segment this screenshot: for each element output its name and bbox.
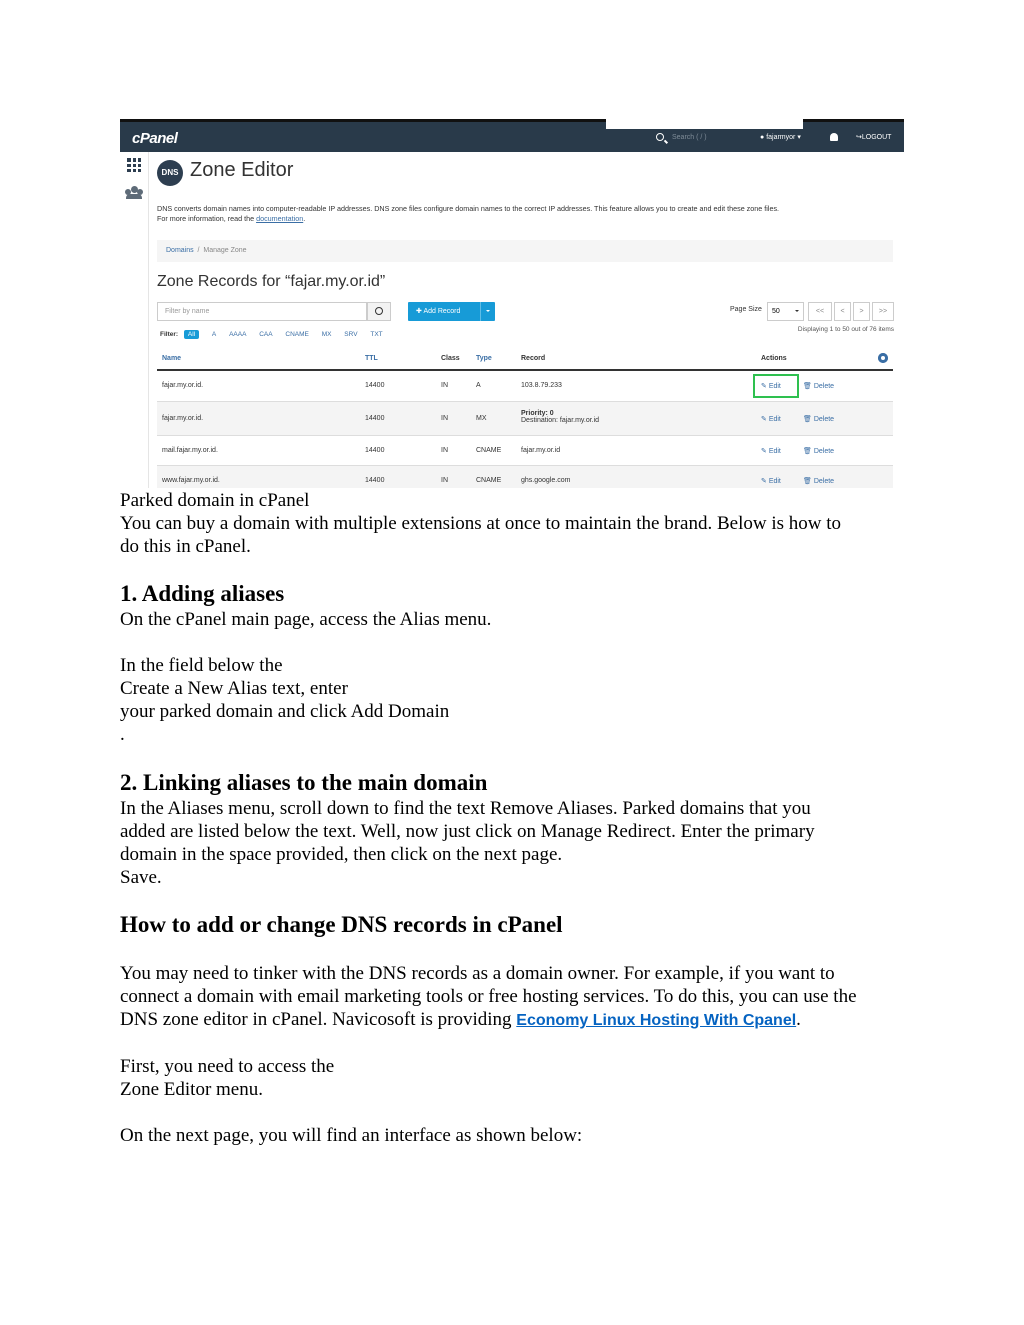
- paragraph-line: In the field below the: [120, 655, 283, 676]
- cell-type: A: [476, 382, 481, 389]
- paragraph-text: .: [796, 1009, 801, 1030]
- delete-button[interactable]: 🗑 Delete: [803, 478, 835, 485]
- cpanel-logo: cPanel: [132, 130, 178, 147]
- cell-type: CNAME: [476, 477, 502, 484]
- table-row: [157, 466, 893, 488]
- col-record: Record: [521, 355, 546, 362]
- pager-next[interactable]: >: [853, 302, 870, 321]
- edit-button[interactable]: ✎ Edit: [761, 383, 781, 390]
- paragraph-line: connect a domain with email marketing tools or free hosting services. To do this, you can use the: [120, 986, 857, 1007]
- type-filter: [160, 330, 394, 339]
- cell-ttl: 14400: [365, 382, 385, 389]
- col-type[interactable]: Type: [476, 355, 492, 362]
- paragraph-line: added are listed below the text. Well, now just click on Manage Redirect. Enter the primary: [120, 821, 815, 842]
- edit-label: Edit: [768, 383, 781, 390]
- table-row: [157, 402, 893, 436]
- cell-class: IN: [441, 447, 448, 454]
- pager-last[interactable]: >>: [872, 302, 894, 321]
- paragraph-line: .: [120, 724, 125, 745]
- search-input[interactable]: [656, 130, 748, 146]
- delete-button[interactable]: 🗑 Delete: [803, 416, 835, 423]
- col-actions: Actions: [761, 355, 787, 362]
- users-icon[interactable]: [125, 186, 143, 198]
- paragraph-line: [120, 1008, 801, 1032]
- record-destination: Destination: fajar.my.or.id: [521, 417, 600, 424]
- user-menu[interactable]: ● fajarmyor ▾: [760, 134, 801, 141]
- cpanel-top-bar: [120, 119, 904, 152]
- zone-records-title: Zone Records for “fajar.my.or.id”: [157, 273, 386, 290]
- delete-button[interactable]: 🗑 Delete: [803, 383, 835, 390]
- cell-name: fajar.my.or.id.: [162, 382, 204, 389]
- add-record-dropdown[interactable]: [480, 302, 495, 321]
- username: fajarmyor: [766, 134, 796, 141]
- filter-search-button[interactable]: [367, 302, 391, 321]
- col-name[interactable]: Name: [162, 355, 182, 362]
- search-icon: [656, 133, 664, 141]
- filter-txt[interactable]: TXT: [370, 331, 383, 338]
- economy-hosting-link[interactable]: Economy Linux Hosting With Cpanel: [516, 1012, 797, 1029]
- edit-button[interactable]: ✎ Edit: [761, 416, 781, 423]
- paragraph-line: your parked domain and click Add Domain: [120, 701, 450, 722]
- paragraph-line: First, you need to access the: [120, 1056, 335, 1077]
- breadcrumb-separator: /: [197, 247, 200, 254]
- heading-linking-aliases: 2. Linking aliases to the main domain: [120, 770, 488, 795]
- cell-type: CNAME: [476, 447, 502, 454]
- table-row: [157, 436, 893, 466]
- filter-srv[interactable]: SRV: [344, 331, 358, 338]
- paragraph-parked-domain: Parked domain in cPanel: [120, 490, 310, 511]
- table-header: [157, 349, 893, 371]
- pager-first[interactable]: <<: [808, 302, 832, 321]
- pager-prev[interactable]: <: [834, 302, 851, 321]
- edit-button[interactable]: ✎ Edit: [761, 478, 781, 485]
- breadcrumb: [157, 240, 893, 262]
- edit-label: Edit: [768, 448, 781, 455]
- breadcrumb-domains[interactable]: Domains: [166, 247, 194, 254]
- gear-icon[interactable]: [878, 353, 888, 363]
- paragraph-line: do this in cPanel.: [120, 536, 251, 557]
- displaying-count: Displaying 1 to 50 out of 76 items: [797, 326, 894, 333]
- paragraph-line: Zone Editor menu.: [120, 1079, 263, 1100]
- search-placeholder: Search ( / ): [672, 134, 707, 141]
- cell-class: IN: [441, 382, 448, 389]
- delete-label: Delete: [813, 416, 835, 423]
- logout-button[interactable]: ↪LOGOUT: [856, 134, 892, 141]
- cell-record: ghs.google.com: [521, 477, 571, 484]
- description-line-2: For more information, read the documentation.: [157, 214, 306, 223]
- cell-record: 103.8.79.233: [521, 382, 562, 389]
- paragraph-line: domain in the space provided, then click on the next page.: [120, 844, 563, 865]
- paragraph-line: Create a New Alias text, enter: [120, 678, 348, 699]
- edit-button[interactable]: ✎ Edit: [761, 448, 781, 455]
- filter-input[interactable]: Filter by name: [157, 302, 367, 321]
- filter-all[interactable]: All: [184, 330, 199, 339]
- grid-icon[interactable]: [127, 158, 141, 172]
- logout-label: LOGOUT: [861, 134, 892, 141]
- breadcrumb-manage-zone: Manage Zone: [203, 247, 247, 254]
- heading-adding-aliases: 1. Adding aliases: [120, 581, 285, 606]
- description: [157, 204, 897, 224]
- sidebar: [120, 152, 149, 488]
- paragraph-line: In the Aliases menu, scroll down to find the text Remove Aliases. Parked domains that you: [120, 798, 811, 819]
- filter-aaaa[interactable]: AAAA: [229, 331, 247, 338]
- col-ttl[interactable]: TTL: [365, 355, 378, 362]
- page-title: Zone Editor: [190, 159, 294, 181]
- description-text: For more information, read the: [157, 214, 255, 223]
- delete-button[interactable]: 🗑 Delete: [803, 448, 835, 455]
- search-icon: [375, 307, 383, 315]
- paragraph-line: On the next page, you will find an interface as shown below:: [120, 1125, 583, 1146]
- paragraph-line: You may need to tinker with the DNS records as a domain owner. For example, if you want to: [120, 963, 835, 984]
- cell-ttl: 14400: [365, 447, 385, 454]
- cell-name: mail.fajar.my.or.id.: [162, 447, 218, 454]
- cell-name: www.fajar.my.or.id.: [162, 477, 220, 484]
- dns-icon: DNS: [157, 160, 183, 186]
- add-record-label: Add Record: [423, 308, 461, 315]
- zone-records-table: [157, 349, 893, 488]
- table-row: [157, 371, 893, 402]
- cell-record: fajar.my.or.id: [521, 447, 561, 454]
- description-line-1: DNS converts domain names into computer-readable IP addresses. DNS zone files configure domain names to the correct IP addresses. This feature allows you to create and edit these zone files.: [157, 204, 780, 213]
- paragraph-text: DNS zone editor in cPanel. Navicosoft is providing: [120, 1009, 517, 1030]
- edit-highlight-box: [753, 374, 799, 398]
- cell-ttl: 14400: [365, 415, 385, 422]
- page-size-label: Page Size: [730, 306, 762, 313]
- cell-class: IN: [441, 477, 448, 484]
- delete-label: Delete: [813, 448, 835, 455]
- cell-ttl: 14400: [365, 477, 385, 484]
- paragraph-line: You can buy a domain with multiple extensions at once to maintain the brand. Below is how to: [120, 513, 842, 534]
- record-priority: Priority: 0: [521, 410, 554, 417]
- edit-label: Edit: [768, 478, 781, 485]
- cell-name: fajar.my.or.id.: [162, 415, 204, 422]
- add-record-button[interactable]: ✚ Add Record: [408, 302, 495, 321]
- page-size-select[interactable]: 50: [767, 302, 804, 321]
- documentation-link[interactable]: documentation: [256, 214, 304, 223]
- cell-record: [521, 410, 599, 424]
- cell-type: MX: [476, 415, 487, 422]
- edit-label: Edit: [768, 416, 781, 423]
- delete-label: Delete: [813, 383, 835, 390]
- filter-label: Filter:: [160, 331, 179, 338]
- delete-label: Delete: [813, 478, 835, 485]
- paragraph-line: Save.: [120, 867, 162, 888]
- filter-caa[interactable]: CAA: [259, 331, 273, 338]
- cell-class: IN: [441, 415, 448, 422]
- paragraph-line: On the cPanel main page, access the Alias menu.: [120, 609, 492, 630]
- filter-mx[interactable]: MX: [321, 331, 332, 338]
- bell-icon[interactable]: [830, 133, 838, 141]
- filter-cname[interactable]: CNAME: [285, 331, 309, 338]
- top-strip: [606, 119, 803, 129]
- heading-dns-records: How to add or change DNS records in cPanel: [120, 912, 563, 937]
- col-class: Class: [441, 355, 460, 362]
- cpanel-screenshot: [120, 119, 904, 488]
- filter-a[interactable]: A: [211, 331, 217, 338]
